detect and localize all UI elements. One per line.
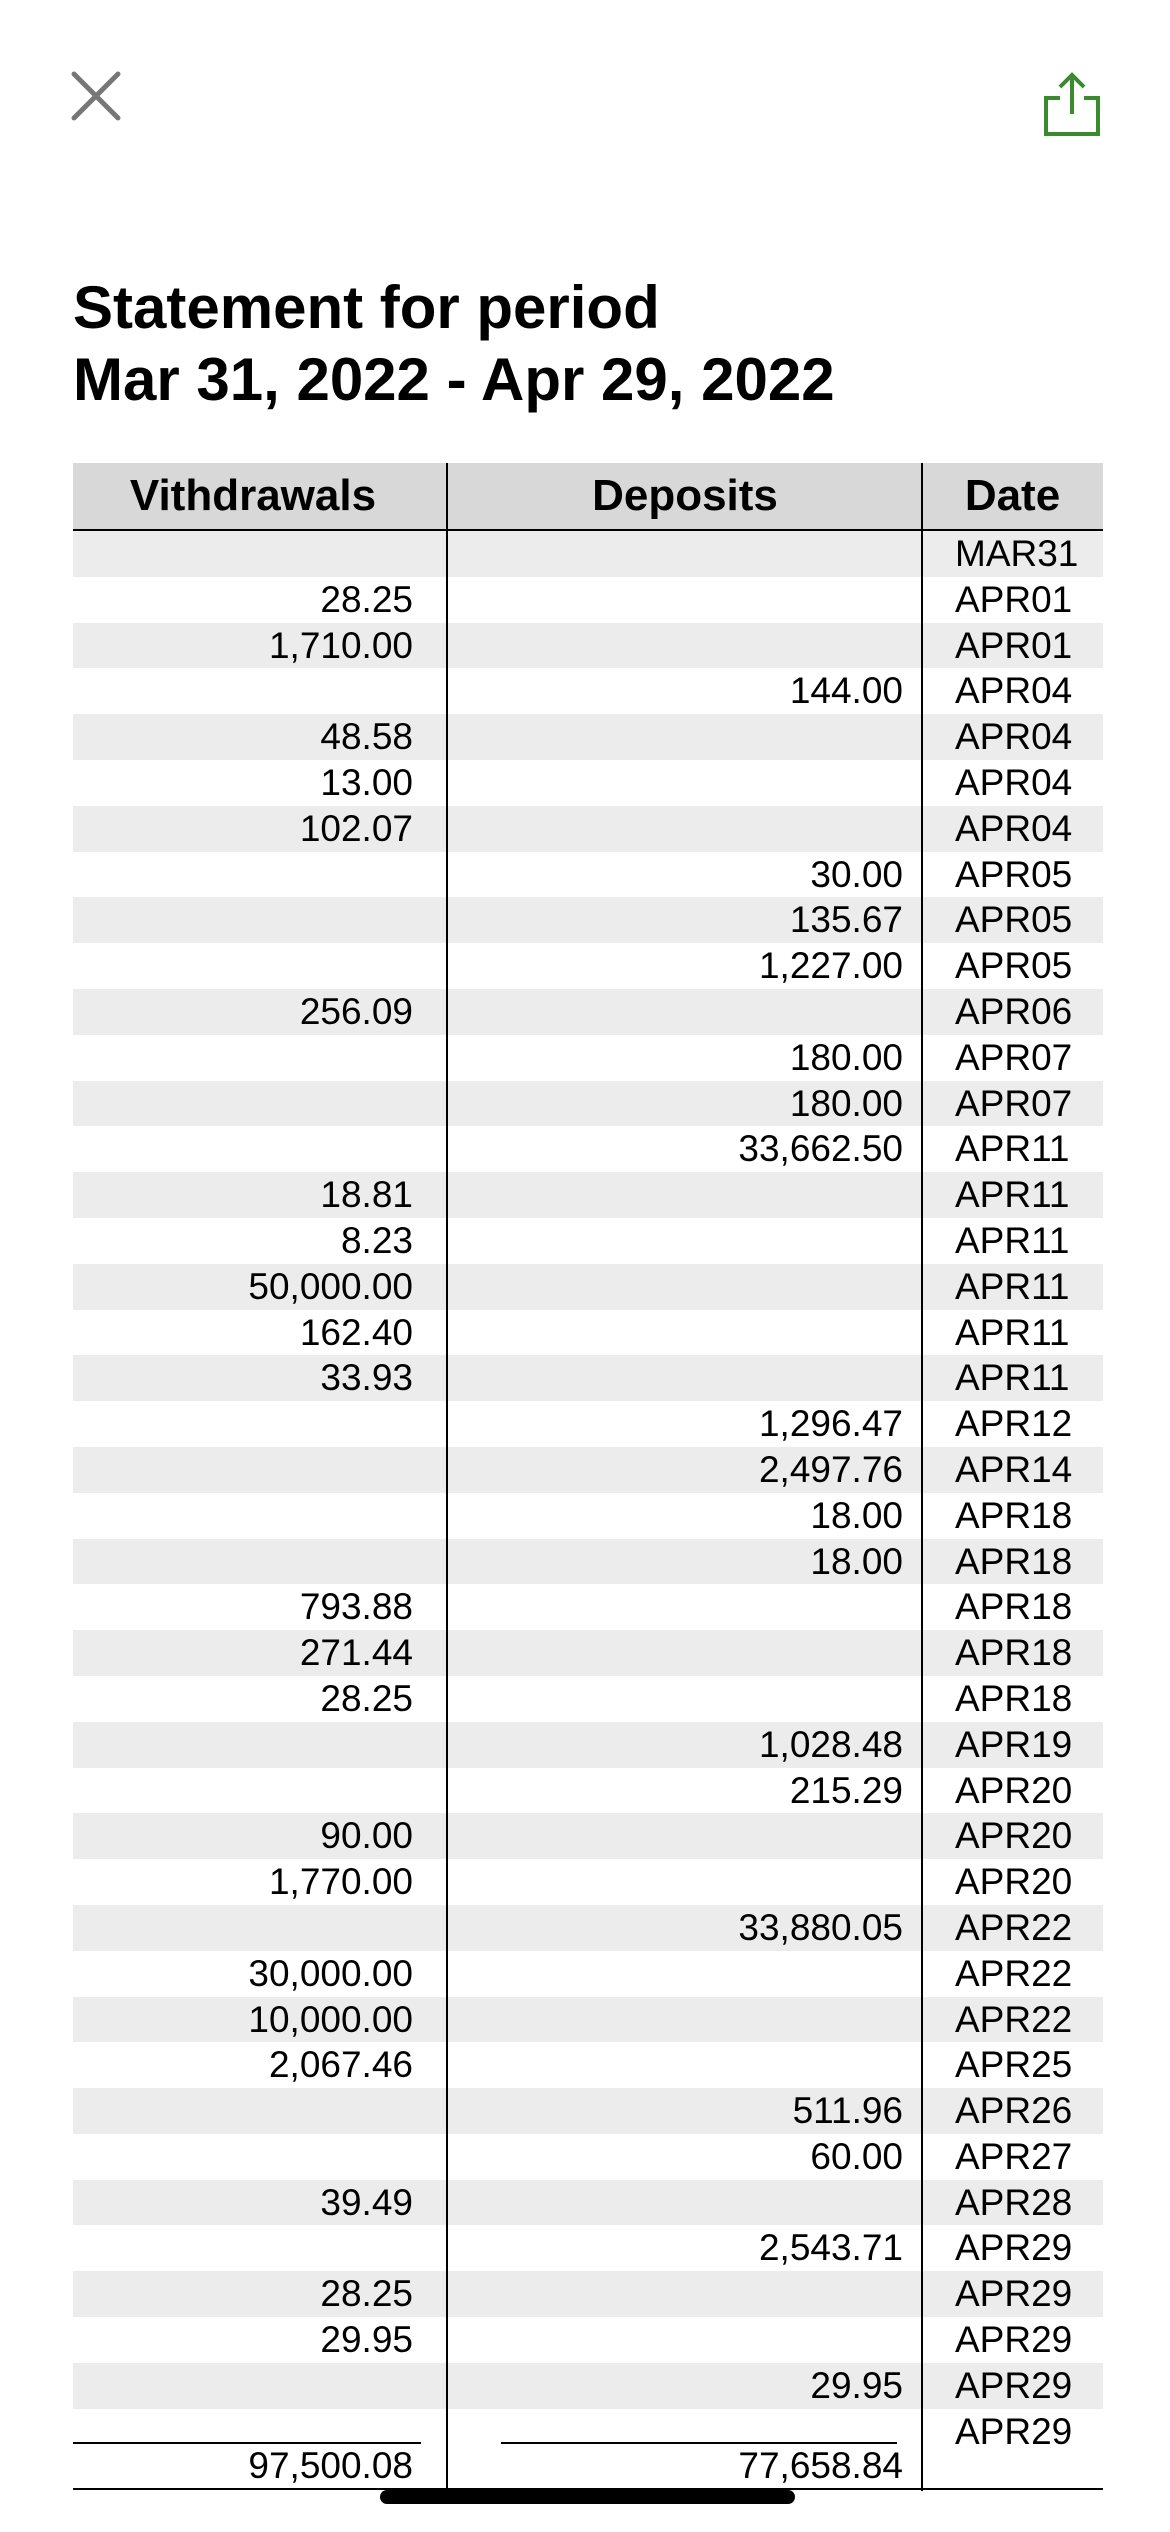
date-cell: APR12 <box>955 1403 1073 1445</box>
table-row <box>73 1493 1103 1539</box>
date-cell: APR11 <box>955 1311 1070 1353</box>
table-row <box>73 806 1103 852</box>
date-cell: APR11 <box>955 1174 1070 1216</box>
table-row <box>73 1401 1103 1447</box>
table-row <box>73 1584 1103 1630</box>
withdrawal-cell: 8.23 <box>340 1219 413 1261</box>
date-cell: APR29 <box>955 2410 1073 2452</box>
date-cell: APR20 <box>955 1769 1073 1811</box>
date-cell: APR07 <box>955 1082 1073 1124</box>
withdrawal-cell: 13.00 <box>320 761 413 803</box>
date-cell: APR11 <box>955 1357 1070 1399</box>
deposit-cell: 511.96 <box>792 2090 903 2132</box>
deposit-cell: 135.67 <box>789 899 903 941</box>
table-row <box>73 1081 1103 1127</box>
table-row <box>73 714 1103 760</box>
table-row <box>73 1768 1103 1814</box>
table-row <box>73 1172 1103 1218</box>
table-row <box>73 1218 1103 1264</box>
table-row <box>73 1447 1103 1493</box>
date-cell: APR28 <box>955 2181 1073 2223</box>
table-row <box>73 2225 1103 2271</box>
date-cell: APR22 <box>955 1998 1073 2040</box>
withdrawal-cell: 28.25 <box>320 2273 413 2315</box>
statement-table[interactable] <box>73 463 1103 2503</box>
deposit-cell: 29.95 <box>810 2364 903 2406</box>
deposit-cell: 180.00 <box>789 1082 903 1124</box>
withdrawal-cell: 18.81 <box>320 1174 413 1216</box>
table-row <box>73 1859 1103 1905</box>
date-cell: APR18 <box>955 1540 1073 1582</box>
table-row <box>73 760 1103 806</box>
deposit-cell: 60.00 <box>810 2135 903 2177</box>
column-divider <box>921 463 923 2491</box>
date-cell: MAR31 <box>955 533 1079 574</box>
date-cell: APR01 <box>955 624 1073 666</box>
date-cell: APR29 <box>955 2227 1073 2269</box>
date-cell: APR04 <box>955 807 1073 849</box>
deposit-cell: 30.00 <box>810 853 903 895</box>
title-line-dates: Mar 31, 2022 - Apr 29, 2022 <box>73 346 835 413</box>
withdrawal-cell: 1,770.00 <box>268 1861 413 1903</box>
table-row <box>73 2180 1103 2226</box>
table-row <box>73 1035 1103 1081</box>
withdrawal-cell: 102.07 <box>299 807 413 849</box>
withdrawal-cell: 256.09 <box>299 990 413 1032</box>
date-cell: APR14 <box>955 1448 1073 1490</box>
home-indicator[interactable] <box>380 2490 795 2504</box>
date-cell: APR29 <box>955 2273 1073 2315</box>
date-cell: APR29 <box>955 2319 1073 2361</box>
withdrawal-cell: 1,710.00 <box>268 624 413 666</box>
column-divider <box>446 463 448 2491</box>
table-row <box>73 577 1103 623</box>
withdrawal-cell: 2,067.46 <box>268 2044 413 2086</box>
deposit-cell: 180.00 <box>789 1036 903 1078</box>
table-row <box>73 2363 1103 2409</box>
date-cell: APR05 <box>955 853 1073 895</box>
table-row <box>73 2042 1103 2088</box>
withdrawal-cell: 33.93 <box>320 1357 413 1399</box>
date-cell: APR05 <box>955 899 1073 941</box>
table-row <box>73 1905 1103 1951</box>
deposit-cell: 215.29 <box>789 1769 903 1811</box>
deposit-cell: 33,880.05 <box>738 1906 903 1948</box>
table-row <box>73 2317 1103 2363</box>
date-cell: APR04 <box>955 670 1073 712</box>
date-cell: APR22 <box>955 1952 1073 1994</box>
table-header <box>73 463 1103 531</box>
date-cell: APR11 <box>955 1128 1070 1170</box>
table-row <box>73 1355 1103 1401</box>
withdrawal-cell: 50,000.00 <box>248 1265 413 1307</box>
date-cell: APR06 <box>955 990 1073 1032</box>
column-header-date: Date <box>964 471 1061 520</box>
date-cell: APR01 <box>955 578 1073 620</box>
table-row <box>73 1126 1103 1172</box>
date-cell: APR07 <box>955 1036 1073 1078</box>
date-cell: APR18 <box>955 1677 1073 1719</box>
table-row <box>73 1951 1103 1997</box>
table-row <box>73 1722 1103 1768</box>
date-cell: APR04 <box>955 716 1073 758</box>
date-cell: APR18 <box>955 1586 1073 1628</box>
table-row <box>73 989 1103 1035</box>
deposit-cell: 1,227.00 <box>758 945 903 987</box>
table-row <box>73 668 1103 714</box>
total-deposits: 77,658.84 <box>738 2445 903 2486</box>
date-cell: APR20 <box>955 1861 1073 1903</box>
page-title <box>73 272 835 416</box>
withdrawal-cell: 10,000.00 <box>248 1998 413 2040</box>
table-row <box>73 2134 1103 2180</box>
totals-row <box>73 2443 1103 2488</box>
deposit-cell: 18.00 <box>810 1494 903 1536</box>
table-body <box>73 531 1103 2454</box>
date-cell: APR29 <box>955 2364 1073 2406</box>
date-cell: APR25 <box>955 2044 1073 2086</box>
column-header-withdrawals: Vithdrawals <box>129 471 377 520</box>
date-cell: APR05 <box>955 945 1073 987</box>
date-cell: APR19 <box>955 1723 1073 1765</box>
table-row <box>73 1813 1103 1859</box>
table-row <box>73 1539 1103 1585</box>
table-row <box>73 1997 1103 2043</box>
deposit-cell: 18.00 <box>810 1540 903 1582</box>
deposit-cell: 2,543.71 <box>758 2227 903 2269</box>
close-icon[interactable] <box>66 66 126 126</box>
withdrawal-cell: 48.58 <box>320 716 413 758</box>
date-cell: APR22 <box>955 1906 1073 1948</box>
date-cell: APR11 <box>955 1265 1070 1307</box>
date-cell: APR11 <box>955 1219 1070 1261</box>
withdrawal-cell: 271.44 <box>299 1632 413 1674</box>
date-cell: APR04 <box>955 761 1073 803</box>
table-row <box>73 2271 1103 2317</box>
table-row <box>73 1264 1103 1310</box>
deposit-cell: 33,662.50 <box>738 1128 903 1170</box>
table-row <box>73 897 1103 943</box>
total-withdrawals: 97,500.08 <box>248 2445 413 2486</box>
withdrawal-cell: 90.00 <box>320 1815 413 1857</box>
deposit-cell: 1,028.48 <box>758 1723 903 1765</box>
date-cell: APR20 <box>955 1815 1073 1857</box>
deposit-cell: 2,497.76 <box>758 1448 903 1490</box>
withdrawal-cell: 30,000.00 <box>248 1952 413 1994</box>
withdrawal-cell: 28.25 <box>320 578 413 620</box>
date-cell: APR26 <box>955 2090 1073 2132</box>
date-cell: APR18 <box>955 1494 1073 1536</box>
share-icon[interactable] <box>1040 70 1104 140</box>
title-line-period: Statement for period <box>73 274 660 341</box>
withdrawal-cell: 28.25 <box>320 1677 413 1719</box>
table-row <box>73 943 1103 989</box>
date-cell: APR18 <box>955 1632 1073 1674</box>
deposit-cell: 1,296.47 <box>758 1403 903 1445</box>
withdrawal-cell: 29.95 <box>320 2319 413 2361</box>
date-cell: APR27 <box>955 2135 1073 2177</box>
withdrawal-cell: 793.88 <box>299 1586 413 1628</box>
withdrawal-cell: 39.49 <box>320 2181 413 2223</box>
table-row <box>73 531 1103 577</box>
table-row <box>73 852 1103 898</box>
table-row <box>73 1630 1103 1676</box>
column-header-deposits: Deposits <box>592 471 778 520</box>
table-row <box>73 2088 1103 2134</box>
table-row <box>73 623 1103 669</box>
table-row <box>73 1676 1103 1722</box>
withdrawal-cell: 162.40 <box>299 1311 413 1353</box>
deposit-cell: 144.00 <box>789 670 903 712</box>
table-row <box>73 1310 1103 1356</box>
